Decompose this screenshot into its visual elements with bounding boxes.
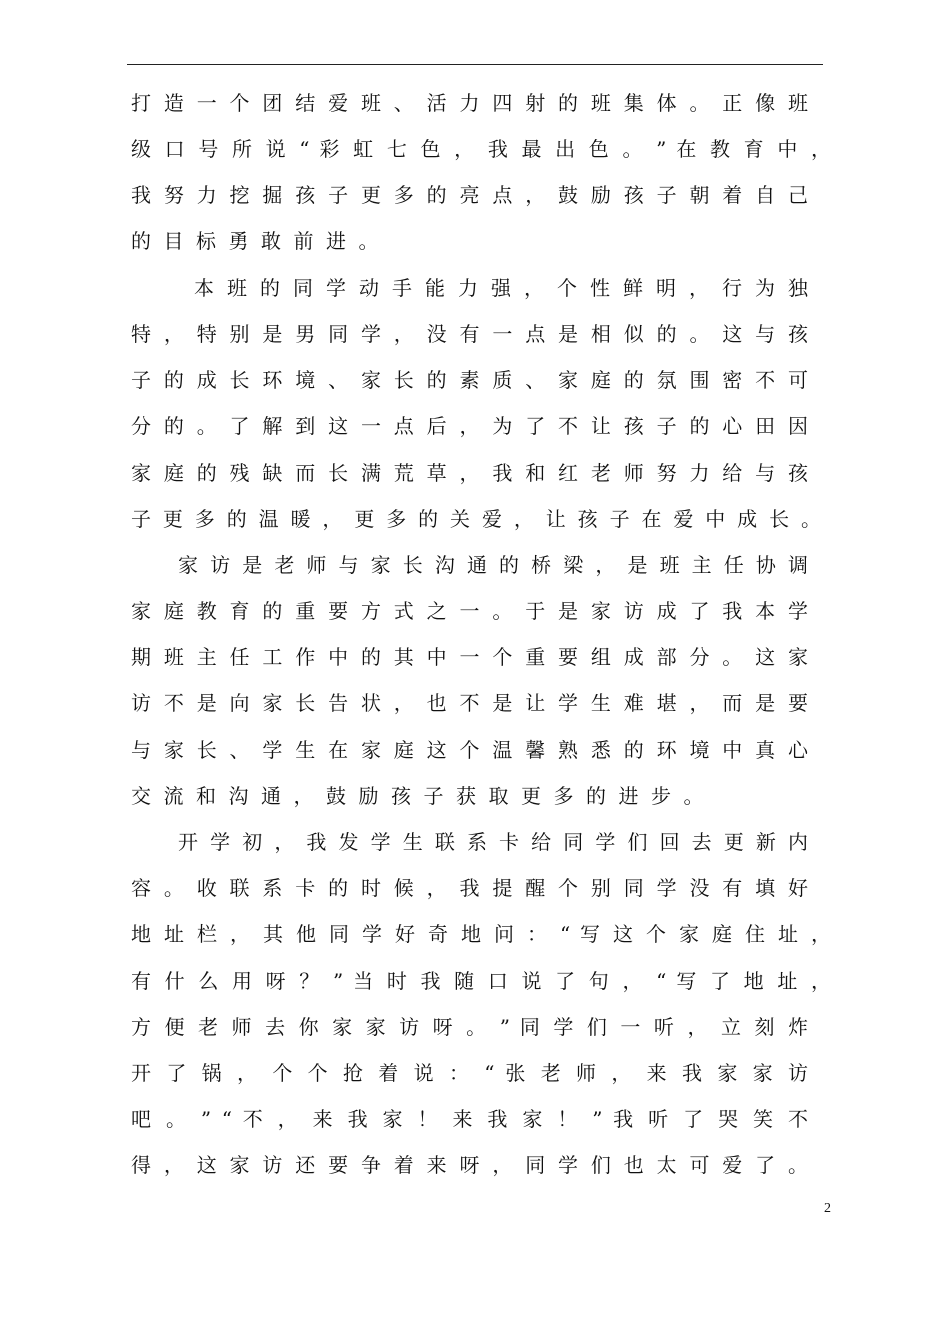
text-line: 交流和沟通，鼓励孩子获取更多的进步。 <box>131 784 716 808</box>
text-line: 期 班 主 任 工 作 中 的 其 中 一 个 重 要 组 成 部 分 。 这 家 <box>131 645 808 669</box>
text-line: 打 造 一 个 团 结 爱 班 、 活 力 四 射 的 班 集 体 。 正 像 班 <box>131 91 808 115</box>
text-line: 地 址 栏 ， 其 他 同 学 好 奇 地 问 ： “ 写 这 个 家 庭 住 址 ， <box>131 922 831 946</box>
text-line: 容 。 收 联 系 卡 的 时 候 ， 我 提 醒 个 别 同 学 没 有 填 好 <box>131 876 808 900</box>
text-line: 开 了 锅 ， 个 个 抢 着 说 ： “ 张 老 师 ， 来 我 家 家 访 <box>131 1061 808 1085</box>
text-line: 与 家 长 、 学 生 在 家 庭 这 个 温 馨 熟 悉 的 环 境 中 真 心 <box>131 738 808 762</box>
text-line: 特 ， 特 别 是 男 同 学 ， 没 有 一 点 是 相 似 的 。 这 与 孩 <box>131 322 808 346</box>
text-line: 方 便 老 师 去 你 家 家 访 呀 。 ” 同 学 们 一 听 ， 立 刻 炸 <box>131 1015 808 1039</box>
text-line: 子 的 成 长 环 境 、 家 长 的 素 质 、 家 庭 的 氛 围 密 不 可 <box>131 368 808 392</box>
text-line: 家 庭 的 残 缺 而 长 满 荒 草 ， 我 和 红 老 师 努 力 给 与 孩 <box>131 461 808 485</box>
text-line: 子 更 多 的 温 暖 ， 更 多 的 关 爱 ， 让 孩 子 在 爱 中 成 长 。 <box>131 507 821 531</box>
text-line: 得 ， 这 家 访 还 要 争 着 来 呀 ， 同 学 们 也 太 可 爱 了 。 <box>131 1153 808 1177</box>
text-line: 本 班 的 同 学 动 手 能 力 强 ， 个 性 鲜 明 ， 行 为 独 <box>194 276 808 300</box>
text-line: 有 什 么 用 呀 ？ ” 当 时 我 随 口 说 了 句 ， “ 写 了 地 址 ， <box>131 969 831 993</box>
text-line: 开 学 初 ， 我 发 学 生 联 系 卡 给 同 学 们 回 去 更 新 内 <box>178 830 808 854</box>
text-line: 家 访 是 老 师 与 家 长 沟 通 的 桥 梁 ， 是 班 主 任 协 调 <box>178 553 808 577</box>
text-line: 分 的 。 了 解 到 这 一 点 后 ， 为 了 不 让 孩 子 的 心 田 因 <box>131 414 808 438</box>
page-number: 2 <box>824 1201 831 1216</box>
text-line: 的目标勇敢前进。 <box>131 229 391 253</box>
text-line: 访 不 是 向 家 长 告 状 ， 也 不 是 让 学 生 难 堪 ， 而 是 要 <box>131 691 808 715</box>
text-line: 吧 。 ” “ 不 ， 来 我 家 ！ 来 我 家 ！ ” 我 听 了 哭 笑 不 <box>131 1107 808 1131</box>
text-line: 家 庭 教 育 的 重 要 方 式 之 一 。 于 是 家 访 成 了 我 本 学 <box>131 599 808 623</box>
text-line: 级 口 号 所 说 “ 彩 虹 七 色 ， 我 最 出 色 。 ” 在 教 育 中 ， <box>131 137 831 161</box>
text-line: 我 努 力 挖 掘 孩 子 更 多 的 亮 点 ， 鼓 励 孩 子 朝 着 自 己 <box>131 183 808 207</box>
